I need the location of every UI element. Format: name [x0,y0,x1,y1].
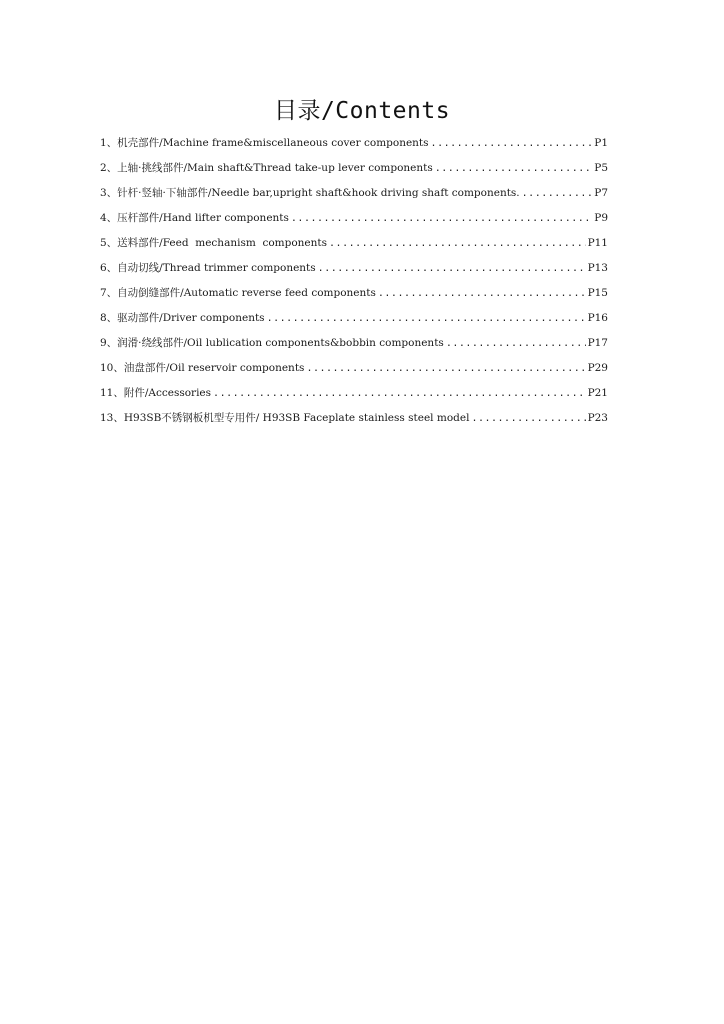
toc-page-number: P16 [587,312,608,324]
toc-entry-label: 10、油盘部件/Oil reservoir components [100,362,305,374]
toc-dot-leader [318,263,586,274]
toc-entry-label: 13、H93SB不锈钢板机型专用件/ H93SB Faceplate stainless steel model [100,412,470,424]
toc-page-number: P17 [587,337,608,349]
toc-page-number: P15 [587,287,608,299]
toc-entry [100,410,608,435]
toc-entry [100,360,608,385]
toc-page-number: P7 [594,187,608,199]
toc-entry-label: 11、附件/Accessories [100,387,212,399]
toc-dot-leader [431,138,593,149]
toc-dot-leader [471,413,585,424]
toc-page-number: P23 [587,412,608,424]
toc-page-number: P21 [587,387,608,399]
toc-entry-label: 5、送料部件/Feed mechanism components [100,237,328,249]
toc-entry-label: 3、针杆·竖轴·下轴部件/Needle bar,upright shaft&hook driving shaft components. [100,187,520,199]
toc-dot-leader [446,338,586,349]
toc-entry-label: 7、自动倒缝部件/Automatic reverse feed components [100,287,376,299]
toc-page-number: P11 [587,237,608,249]
toc-page-number: P5 [594,162,608,174]
toc-dot-leader [267,313,586,324]
toc-entry [100,335,608,360]
toc-dot-leader [329,238,586,249]
toc-dot-leader [435,163,592,174]
toc-entry [100,160,608,185]
toc-dot-leader [378,288,586,299]
toc-entry-label: 8、驱动部件/Driver components [100,312,265,324]
toc-entry [100,235,608,260]
toc-dot-leader [306,363,585,374]
toc-entry [100,285,608,310]
toc-entry [100,185,608,210]
page-title: 目录/Contents [273,98,451,124]
toc-entry [100,385,608,410]
toc-page-number: P29 [587,362,608,374]
toc-entry-label: 2、上轴·挑线部件/Main shaft&Thread take-up lever components [100,162,433,174]
toc-dot-leader [522,188,593,199]
toc-entry-label: 6、自动切线/Thread trimmer components [100,262,316,274]
toc-entry [100,135,608,160]
toc-entry-label: 1、机壳部件/Machine frame&miscellaneous cover components [100,137,429,149]
toc-dot-leader [213,388,586,399]
toc-entry [100,310,608,335]
toc-entry-label: 4、压杆部件/Hand lifter components [100,212,289,224]
toc-page-number: P1 [594,137,608,149]
toc-entry [100,260,608,285]
table-of-contents [100,135,608,435]
toc-dot-leader [291,213,592,224]
toc-entry [100,210,608,235]
toc-entry-label: 9、润滑·绕线部件/Oil lublication components&bobbin components [100,337,444,349]
toc-page-number: P13 [587,262,608,274]
toc-page-number: P9 [594,212,608,224]
